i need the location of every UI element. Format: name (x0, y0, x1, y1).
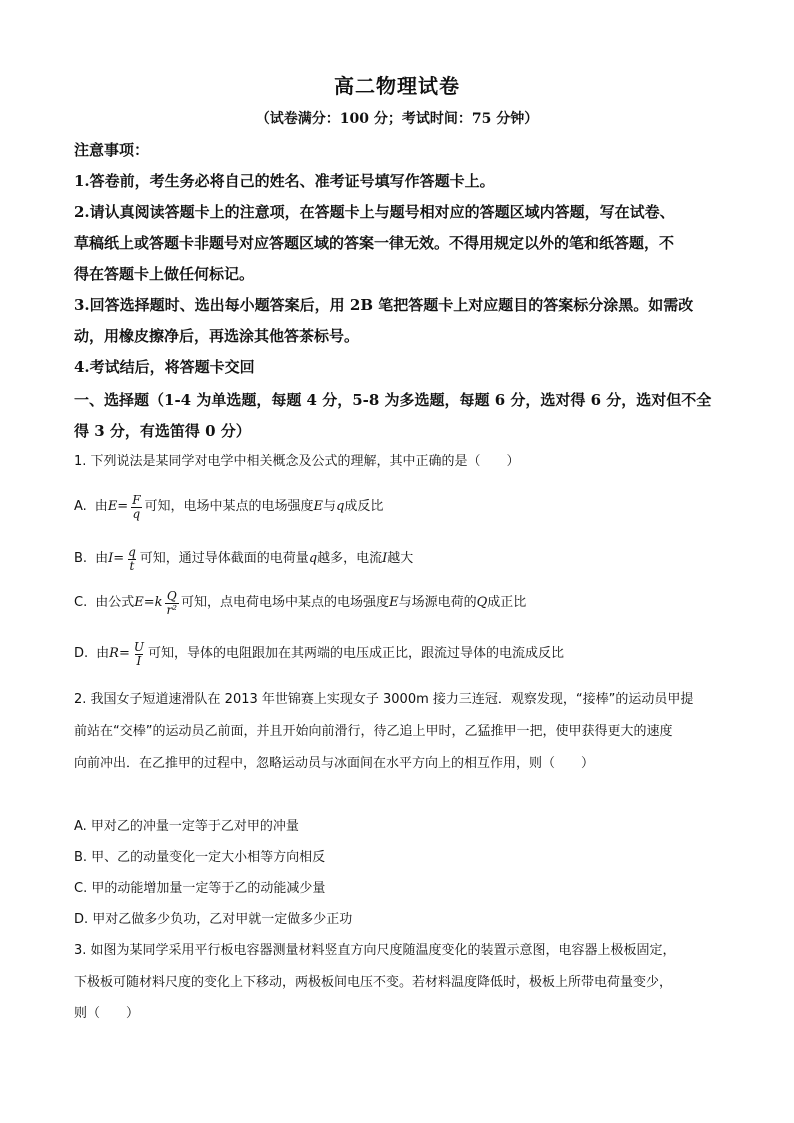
formula-fraction (165, 590, 180, 617)
option-text: 成正比 (487, 595, 527, 610)
option-text: 越大 (387, 551, 414, 566)
option-text: 可知，通过导体截面的电荷量 (139, 551, 309, 566)
fraction-numerator: Q (166, 588, 177, 603)
question-2-stem: 2. 我国女子短道速滑队在 2013 年世锦赛上实现女子 3000m 接力三连冠．观察发现，“接棒”的运动员甲提 (74, 692, 694, 707)
notice-line: 得在答题卡上做任何标记。 (74, 265, 255, 283)
fraction-numerator: U (133, 639, 144, 654)
question-1-option-c[interactable] (74, 585, 724, 621)
option-text: 成反比 (344, 499, 384, 514)
option-text: 越多，电流 (317, 551, 383, 566)
fraction-denominator: t (129, 558, 135, 573)
section-heading: 得 3 分，有选笛得 0 分） (74, 422, 251, 440)
option-text: 由 (96, 646, 110, 661)
variable: Q (476, 595, 488, 610)
variable: E (313, 499, 324, 514)
question-1-option-d[interactable] (74, 636, 724, 672)
formula-fraction (130, 494, 142, 521)
formula-fraction (126, 546, 138, 573)
question-1-stem: 1. 下列说法是某同学对电学中相关概念及公式的理解，其中正确的是（ ） (74, 454, 520, 469)
page-subtitle: （试卷满分：100 分；考试时间：75 分钟） (255, 111, 539, 127)
question-3-stem: 3. 如图为某同学采用平行板电容器测量材料竖直方向尺度随温度变化的装置示意图，电容器上极板固定， (74, 943, 676, 958)
variable: q (336, 499, 345, 514)
fraction-denominator: r² (166, 602, 178, 617)
option-text: 由 (95, 551, 109, 566)
question-2-option-d[interactable]: D. 甲对乙做多少负功，乙对甲就一定做多少正功 (74, 912, 353, 927)
page-title: 高二物理试卷 (334, 74, 460, 98)
option-text: 可知，电场中某点的电场强度 (144, 499, 314, 514)
fraction-numerator: q (128, 544, 136, 559)
option-label: C. (74, 595, 88, 610)
formula-lhs: E= (107, 499, 129, 514)
fraction-denominator: q (132, 506, 141, 521)
variable: E (389, 595, 399, 610)
question-3-stem: 下极板可随材料尺度的变化上下移动，两极板间电压不变。若材料温度降低时，极板上所带电荷量变少， (74, 975, 673, 990)
formula-lhs: R= (109, 646, 130, 661)
question-1-option-b[interactable] (74, 541, 724, 577)
section-heading: 一、选择题（1-4 为单选题，每题 4 分，5-8 为多选题，每题 6 分，选对得 6 分，选对但不全 (74, 391, 712, 409)
notice-line: 草稿纸上或答题卡非题号对应答题区域的答案一律无效。不得用规定以外的笔和纸答题，不 (74, 234, 675, 252)
notice-heading: 注意事项： (74, 141, 150, 159)
formula-lhs: I= (108, 551, 125, 566)
variable: q (308, 551, 318, 566)
fraction-numerator: F (132, 492, 141, 507)
question-3-stem: 则（ ） (74, 1006, 140, 1021)
notice-line: 4.考试结后，将答题卡交回 (74, 358, 255, 376)
question-2-option-a[interactable]: A. 甲对乙的冲量一定等于乙对甲的冲量 (74, 819, 299, 834)
option-text: 可知，点电荷电场中某点的电场强度 (181, 595, 390, 610)
fraction-denominator: I (136, 653, 142, 668)
option-text: 由公式 (95, 595, 135, 610)
option-text: 与场源电荷的 (398, 595, 477, 610)
option-text: 与 (323, 499, 337, 514)
question-2-stem: 前站在“交棒”的运动员乙前面，并且开始向前滑行，待乙追上甲时，乙猛推甲一把，使甲获得更大的速度 (74, 724, 673, 739)
question-1-option-a[interactable] (74, 489, 724, 525)
option-text: 由 (94, 499, 108, 514)
question-2-stem: 向前冲出．在乙推甲的过程中，忽略运动员与冰面间在水平方向上的相互作用，则（ ） (74, 756, 595, 771)
question-2-option-c[interactable]: C. 甲的动能增加量一定等于乙的动能减少量 (74, 881, 326, 896)
notice-line: 1.答卷前，考生务必将自己的姓名、准考证号填写作答题卡上。 (74, 172, 495, 190)
formula-lhs: E=k (134, 595, 163, 610)
option-label: B. (74, 551, 88, 566)
notice-line: 2.请认真阅读答题卡上的注意项，在答题卡上与题号相对应的答题区域内答题，写在试卷、 (74, 203, 675, 221)
option-text: 可知，导体的电阻跟加在其两端的电压成正比，跟流过导体的电流成反比 (147, 646, 564, 661)
formula-fraction (132, 641, 146, 668)
notice-line: 动，用橡皮擦净后，再选涂其他答茶标号。 (74, 327, 360, 345)
question-2-option-b[interactable]: B. 甲、乙的动量变化一定大小相等方向相反 (74, 850, 326, 865)
option-label: A. (74, 499, 87, 514)
variable: I (382, 551, 388, 566)
notice-line: 3.回答选择题时、选出每小题答案后，用 2B 笔把答题卡上对应题目的答案标分涂黑。如需改 (74, 296, 694, 314)
option-label: D. (74, 646, 89, 661)
